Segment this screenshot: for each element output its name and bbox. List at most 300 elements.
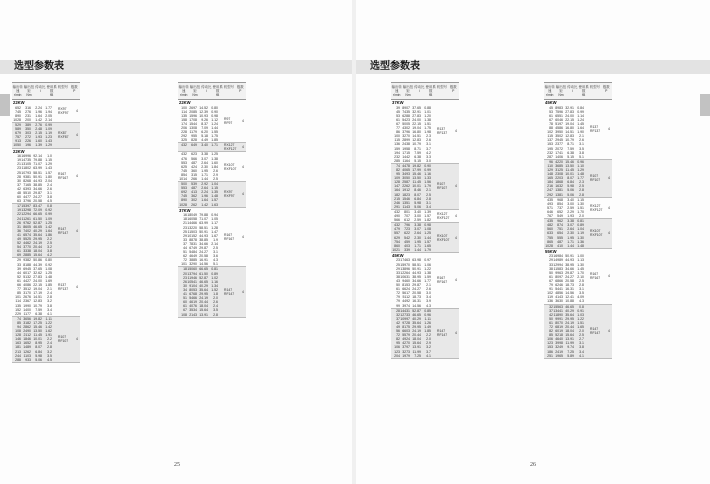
table-cell: 4619 (189, 300, 197, 305)
table-cell: 2308 (555, 172, 563, 177)
table-cell: 3.3 (426, 154, 431, 159)
table-cell: 1868 (555, 180, 563, 185)
pole-count: 4 (455, 129, 457, 134)
table-cell: 17.25 (33, 320, 42, 325)
table-cell: 4.2 (47, 253, 52, 258)
table-cell: 114 (181, 109, 187, 114)
table-cell: 216 (547, 184, 553, 189)
table-row (544, 193, 590, 197)
model-name: R97 (224, 117, 231, 122)
model-name: R147 (58, 226, 67, 231)
table-cell: 4.3 (579, 299, 584, 304)
table-cell: 854 (557, 201, 563, 206)
table-cell: 102 (547, 291, 553, 296)
table-cell: 1.30 (577, 201, 584, 206)
table-cell: 2.9 (213, 172, 218, 177)
table-cell: 24.19 (412, 329, 421, 334)
model-section (178, 152, 246, 182)
table-cell: 7831 (189, 241, 197, 246)
table-cell: 9.74 (567, 345, 574, 350)
table-cell: 287 (547, 154, 553, 159)
table-cell: 123 (394, 349, 400, 354)
section-rows (12, 149, 58, 204)
table-cell: 272 (25, 135, 31, 140)
model-section (544, 249, 612, 305)
table-cell: 801 (404, 209, 410, 214)
page-title: 选型参数表 (370, 61, 420, 72)
table-cell: 24 (17, 216, 21, 221)
table-cell: 3170 (23, 291, 31, 296)
pole-count: 4 (76, 108, 78, 113)
section-rows (12, 317, 58, 362)
table-cell: 37.65 (33, 266, 42, 271)
table-cell: 4270 (402, 341, 410, 346)
table-cell: 1.93 (567, 214, 574, 219)
table-cell: 3.38 (567, 219, 574, 224)
table-cell: 389 (25, 122, 31, 127)
table-cell: 49 (396, 324, 400, 329)
table-cell: 246 (394, 200, 400, 205)
table-cell: 0.97 (424, 258, 431, 263)
model-number (590, 249, 606, 304)
pole-count: 4 (76, 285, 78, 290)
table-cell: 1.22 (577, 316, 584, 321)
power-rating: 55KW (545, 248, 557, 254)
table-cell: 71.07 (199, 217, 208, 222)
table-cell: 2.10 (577, 274, 584, 279)
table-cell: 854 (181, 172, 187, 177)
table-cell: 37 (549, 308, 553, 313)
table-cell: 5510 (23, 190, 31, 195)
table-cell: 20 (183, 271, 187, 276)
table-cell: 3.4 (47, 307, 52, 312)
table-cell: 5484 (189, 250, 197, 255)
table-cell: 186 (547, 349, 553, 354)
table-cell: 692 (181, 190, 187, 195)
table-cell: 1.20 (424, 113, 431, 118)
table-row (544, 214, 590, 218)
column-header: 机型号 (589, 85, 601, 89)
table-cell: 7.59 (35, 307, 42, 312)
table-cell: 32 (396, 312, 400, 317)
table-cell: 292 (547, 192, 553, 197)
table-cell: 1.51 (577, 320, 584, 325)
table-cell: 1.34 (211, 283, 218, 288)
table-cell: 4.09 (577, 295, 584, 300)
table-cell: 22 (17, 212, 21, 217)
table-cell: 3.0 (426, 291, 431, 296)
table-cell: 16.80 (412, 130, 421, 135)
table-cell: 15.64 (412, 341, 421, 346)
table-cell: 1.04 (211, 182, 218, 187)
table-cell: 5112 (402, 295, 410, 300)
section-rows (544, 160, 590, 197)
power-rating: 22KW (179, 100, 191, 105)
table-cell: 146 (15, 337, 21, 342)
table-cell: 232 (547, 150, 553, 155)
table-cell: 0.80 (45, 258, 52, 263)
table-cell: 1.57 (424, 239, 431, 244)
table-cell: 5005 (402, 121, 410, 126)
table-cell: 6.38 (35, 311, 42, 316)
table-cell: 2.7 (579, 337, 584, 342)
table-cell: 194 (394, 150, 400, 155)
table-cell: 529 (15, 122, 21, 127)
table-cell: 38 (396, 274, 400, 279)
table-cell: 1.48 (45, 274, 52, 279)
column-header: 输出转速 r/min (12, 85, 23, 98)
table-cell: 159 (394, 146, 400, 151)
table-cell: 13441 (553, 308, 563, 313)
table-cell: 4.49 (201, 138, 208, 143)
table-cell: 20.44 (565, 324, 574, 329)
table-cell: 6768 (189, 292, 197, 297)
table-cell: 629 (394, 235, 400, 240)
table-cell: 285 (394, 158, 400, 163)
table-cell: 18.04 (199, 304, 208, 309)
table-cell: 40.29 (33, 228, 42, 233)
table-cell: 6.38 (414, 154, 421, 159)
table-cell: 14466 (187, 221, 197, 226)
column-header: 输出扭矩 Nm (555, 85, 567, 98)
model-name: RF167 (224, 237, 235, 242)
table-cell: 1.90 (577, 130, 584, 135)
table-cell: 9728 (402, 320, 410, 325)
model-name: RXF127 (224, 147, 237, 152)
table-cell: 1.28 (211, 225, 218, 230)
table-cell: 2.5 (579, 333, 584, 338)
table-cell: 3.1 (426, 142, 431, 147)
table-cell: 3.40 (414, 209, 421, 214)
table-cell: 2.64 (201, 160, 208, 165)
table-cell: 108 (15, 329, 21, 334)
table-cell: 10.79 (33, 303, 42, 308)
table-cell: 11583 (553, 266, 563, 271)
table-cell: 33 (17, 262, 21, 267)
table-cell: 71.07 (33, 162, 42, 167)
table-cell: 4.1 (579, 353, 584, 358)
table-cell: 13298 (21, 208, 31, 213)
table-cell: 1.47 (211, 229, 218, 234)
table-cell: 2.4 (47, 291, 52, 296)
model-name: R147 (590, 327, 599, 332)
table-cell: 37 (183, 241, 187, 246)
table-cell: 8268 (23, 178, 31, 183)
table-cell: 1.95 (414, 239, 421, 244)
table-cell: 153 (547, 345, 553, 350)
table-cell: 1.23 (45, 135, 52, 140)
model-section (544, 160, 612, 198)
table-cell: 66 (17, 283, 21, 288)
table-cell: 2.04 (45, 178, 52, 183)
table-cell: 153 (547, 142, 553, 147)
table-cell: 108 (181, 312, 187, 317)
table-cell: 1.43 (45, 166, 52, 171)
table-cell: 11.99 (412, 349, 421, 354)
table-cell: 1.59 (424, 274, 431, 279)
table-cell: 1.03 (577, 312, 584, 317)
table-cell: 1.11 (45, 316, 52, 321)
table-cell: 1.15 (577, 197, 584, 202)
table-cell: 3.4 (426, 204, 431, 209)
section-rows (391, 253, 437, 308)
table-cell: 42 (396, 320, 400, 325)
table-cell: 61 (549, 320, 553, 325)
table-cell: 1.44 (567, 243, 574, 248)
table-cell: 38.85 (199, 237, 208, 242)
table-cell: 500 (181, 182, 187, 187)
table-cell: 707 (404, 214, 410, 219)
model-section (391, 164, 459, 210)
table-cell: 2.5 (47, 241, 52, 246)
table-cell: 11.45 (33, 333, 42, 338)
table-cell: 37 (396, 316, 400, 321)
table-cell: 3.38 (201, 152, 208, 157)
table-cell: 1143 (402, 204, 410, 209)
table-cell: 56 (396, 329, 400, 334)
table-cell: 1.16 (211, 279, 218, 284)
pole-count: 4 (76, 337, 78, 342)
pole-count: 4 (76, 173, 78, 178)
table-cell: 17463 (400, 258, 410, 263)
table-cell: 3797 (402, 345, 410, 350)
table-cell: 82 (549, 329, 553, 334)
table-cell: 35.64 (565, 312, 574, 317)
table-cell: 2.05 (45, 113, 52, 118)
table-cell: 1.85 (45, 283, 52, 288)
model-section (12, 258, 80, 316)
table-cell: 46.65 (565, 304, 574, 309)
table-cell: 3.5 (579, 291, 584, 296)
table-row (544, 244, 590, 248)
table-cell: 435 (547, 219, 553, 224)
table-cell: 10152 (187, 233, 197, 238)
table-cell: 14.56 (565, 291, 574, 296)
table-cell: 1823 (402, 192, 410, 197)
pole-count: 4 (242, 235, 244, 240)
table-cell: 24.00 (412, 117, 421, 122)
table-cell: 1.48 (211, 194, 218, 199)
table-cell: 2.24 (35, 105, 42, 110)
table-cell: 24.00 (33, 278, 42, 283)
pole-count: 4 (455, 278, 457, 283)
table-cell: 1021 (392, 247, 400, 252)
table-cell: 40.29 (565, 308, 574, 313)
table-cell: 62 (183, 254, 187, 259)
model-number (224, 182, 240, 207)
table-cell: 129 (547, 168, 553, 172)
model-number (590, 100, 606, 159)
table-cell: 1.94 (45, 109, 52, 114)
model-name: RF167 (58, 175, 69, 180)
table-cell: 1.48 (577, 172, 584, 177)
table-cell: 1.44 (414, 247, 421, 252)
table-cell: 6866 (555, 278, 563, 283)
table-cell: 1.65 (577, 324, 584, 329)
table-cell: 745 (181, 194, 187, 199)
pole-count: 4 (608, 127, 610, 132)
table-cell: 115 (394, 138, 400, 143)
table-cell: 1.52 (211, 287, 218, 292)
table-cell: 2587 (402, 180, 410, 185)
table-cell: 3.9 (426, 299, 431, 304)
parameter-table-column (544, 82, 612, 359)
table-cell: 0.84 (577, 105, 584, 110)
table-cell: 13.50 (33, 329, 42, 334)
table-cell: 2.5 (579, 184, 584, 189)
table-cell: 1.9 (213, 237, 218, 242)
table-cell: 4.1 (47, 311, 52, 316)
table-cell: 459 (404, 239, 410, 244)
table-cell: 1.12 (211, 117, 218, 122)
table-cell: 100 (394, 134, 400, 139)
table-cell: 2.5 (213, 246, 218, 250)
table-cell: 2143 (189, 312, 197, 317)
table-cell: 4640 (555, 337, 563, 342)
column-header: 机型号 (223, 85, 235, 89)
table-cell: 1.29 (577, 168, 584, 172)
table-cell: 101 (181, 262, 187, 267)
model-name: RF97 (224, 121, 233, 126)
table-cell: 1652 (23, 341, 31, 346)
table-cell: 22.15 (412, 121, 421, 126)
table-cell: 1.22 (424, 266, 431, 271)
table-cell: 7.25 (567, 349, 574, 354)
table-cell: 1.64 (35, 113, 42, 118)
table-cell: 1979 (402, 353, 410, 358)
table-cell: 6.84 (414, 196, 421, 201)
table-cell: 8983 (555, 105, 563, 110)
table-cell: 1.09 (45, 216, 52, 221)
table-cell: 4086 (23, 283, 31, 288)
table-cell: 1.24 (577, 117, 584, 122)
table-cell: 12294 (21, 212, 31, 217)
table-cell: 8188 (23, 262, 31, 267)
table-cell: 22.15 (33, 283, 42, 288)
table-cell: 2.30 (201, 164, 208, 169)
table-cell: 61 (396, 287, 400, 292)
table-cell: 136 (547, 299, 553, 304)
table-cell: 2.1 (426, 283, 431, 288)
table-cell: 12.83 (33, 299, 42, 304)
table-cell: 5.15 (414, 158, 421, 163)
table-cell: 17 (17, 204, 21, 209)
model-number (437, 164, 453, 209)
table-cell: 28 (17, 174, 21, 179)
table-cell: 2.48 (35, 127, 42, 132)
table-cell: 50 (549, 316, 553, 321)
table-cell: 15397 (21, 204, 31, 209)
table-cell: 35.64 (199, 287, 208, 292)
table-cell: 542 (404, 235, 410, 240)
table-cell: 21 (183, 221, 187, 226)
table-cell: 5.1 (213, 262, 218, 267)
table-cell: 63 (17, 199, 21, 204)
table-cell: 360 (191, 168, 197, 173)
table-cell: 3.8 (579, 345, 584, 350)
table-cell: 34.66 (412, 278, 421, 283)
table-cell: 66.65 (199, 267, 208, 272)
table-cell: 2.2 (47, 237, 52, 241)
table-cell: 2676 (23, 295, 31, 300)
model-name: RF167 (437, 280, 448, 285)
table-cell: 29.95 (199, 292, 208, 297)
section-rows (178, 182, 224, 207)
model-name: RX97 (58, 106, 67, 111)
model-name: R137 (590, 125, 599, 130)
column-header: 极数 P (449, 85, 457, 94)
table-cell: 3.4 (579, 349, 584, 354)
column-header: 输出转速 r/min (544, 85, 555, 98)
table-row (178, 313, 224, 317)
table-cell: 3.38 (414, 223, 421, 228)
table-cell: 3.5 (213, 308, 218, 313)
table-cell: 1.38 (424, 117, 431, 122)
table-cell: 18.04 (33, 249, 42, 254)
table-cell: 745 (15, 109, 21, 114)
table-cell: 1.14 (577, 113, 584, 118)
table-cell: 1.64 (577, 126, 584, 131)
table-cell: 11.45 (565, 168, 574, 172)
table-cell: 633 (547, 231, 553, 236)
table-cell: 6551 (555, 113, 563, 118)
table-cell: 17.19 (33, 291, 42, 296)
pole-count: 4 (608, 274, 610, 279)
table-cell: 1381 (555, 188, 563, 193)
table-cell: 1406 (555, 154, 563, 159)
table-cell: 1.04 (577, 227, 584, 232)
table-cell: 61 (549, 113, 553, 118)
column-header: 输出扭矩 Nm (189, 85, 201, 98)
table-cell: 0.91 (577, 308, 584, 313)
side-tab (0, 94, 10, 116)
table-cell: 1.70 (577, 209, 584, 214)
table-cell: 3.00 (567, 201, 574, 206)
table-cell: 46.65 (199, 279, 208, 284)
table-cell: 3998 (555, 341, 563, 346)
table-cell: 8.07 (35, 345, 42, 350)
table-cell: 83.47 (33, 204, 42, 209)
table-cell: 1.51 (577, 205, 584, 210)
table-cell: 1.13 (577, 258, 584, 263)
table-cell: 1.02 (211, 275, 218, 280)
table-cell: 20.44 (199, 300, 208, 305)
model-section (12, 123, 80, 149)
table-cell: 18 (183, 267, 187, 272)
table-cell: 6819 (555, 324, 563, 329)
table-cell: 3182 (23, 320, 31, 325)
table-cell: 15060 (187, 267, 197, 272)
table-cell: 0.96 (577, 159, 584, 164)
table-cell: 32.91 (565, 105, 574, 110)
table-cell: 1.36 (577, 239, 584, 244)
table-cell: 23 (183, 275, 187, 280)
table-cell: 6046 (555, 117, 563, 122)
table-cell: 16058 (187, 217, 197, 222)
table-cell: 2.14 (211, 241, 218, 246)
table-cell: 28 (396, 308, 400, 313)
table-cell: 5.15 (567, 154, 574, 159)
table-cell: 2.76 (35, 122, 42, 127)
table-cell: 571 (547, 205, 553, 210)
table-cell: 1442 (402, 154, 410, 159)
section-rows (12, 204, 58, 257)
table-cell: 244 (15, 353, 21, 358)
table-cell: 432 (181, 143, 187, 148)
table-cell: 52 (17, 274, 21, 279)
table-header (544, 82, 612, 100)
table-cell: 5218 (555, 333, 563, 338)
